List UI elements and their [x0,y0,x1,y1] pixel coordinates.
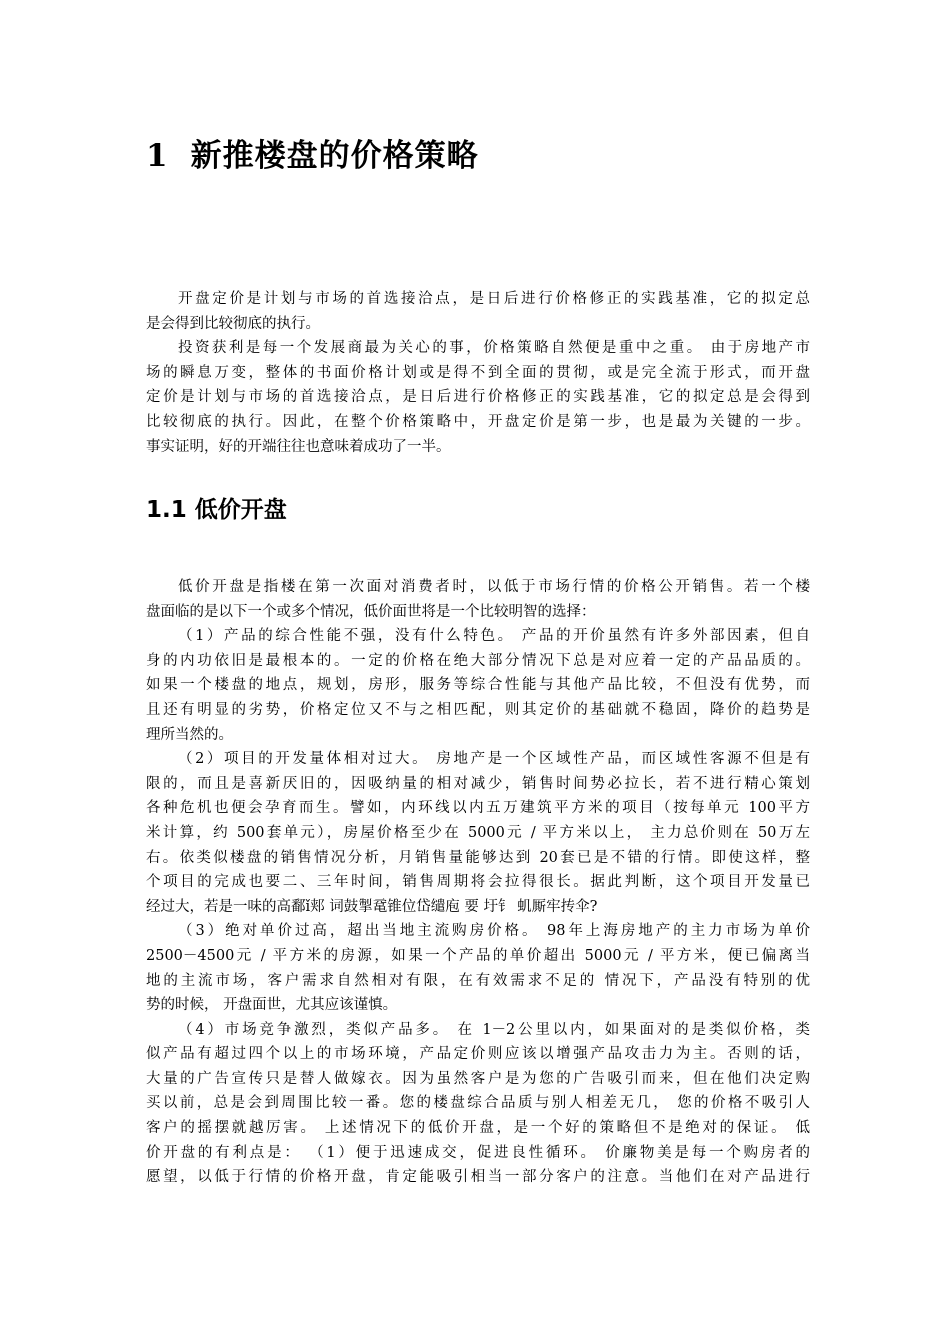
heading-1-title: 新推楼盘的价格策略 [190,138,479,174]
text-line: （4）市场竞争激烈，类似产品多。 在 1－2公里以内，如果面对的是类似价格，类 [178,1021,810,1038]
body-paragraphs [146,575,810,1190]
heading-2-number: 1.1 [146,497,187,523]
text-line: 似产品有超过四个以上的市场环境，产品定价则应该以增强产品攻击力为主。否则的话， [146,1046,810,1063]
text-line: 开盘定价是计划与市场的首选接洽点，是日后进行价格修正的实践基准，它的拟定总 [178,291,810,307]
heading-1 [146,130,479,175]
text-line: 米计算，约 500套单元），房屋价格至少在 5000元 / 平方米以上， 主力总价则在 50万左 [146,824,810,841]
text-line: 身的内功依旧是最根本的。一定的价格在绝大部分情况下总是对应着一定的产品品质的。 [146,652,810,669]
text-line: 大量的广告宣传只是替人做嫁衣。因为虽然客户是为您的广告吸引而来，但在他们决定购 [146,1070,810,1087]
text-line: （1）产品的综合性能不强，没有什么特色。 产品的开价虽然有许多外部因素，但自 [178,628,810,645]
text-line: 右。依类似楼盘的销售情况分析，月销售量能够达到 20套已是不错的行情。即使这样，整 [146,849,810,866]
text-line: 如果一个楼盘的地点，规划，房形，服务等综合性能与其他产品比较，不但没有优势，而 [146,677,810,694]
text-line: 各种危机也便会孕育而生。譬如，内环线以内五万建筑平方米的项目（按每单元 100平方 [146,800,810,817]
intro-paragraphs [146,287,810,459]
text-line: 愿望，以低于行情的价格开盘，肯定能吸引相当一部分客户的注意。当他们在对产品进行 [146,1169,810,1186]
text-line: 是会得到比较彻底的执行。 [146,315,320,332]
text-line: 地的主流市场，客户需求自然相对有限，在有效需求不足的 情况下，产品没有特别的优 [146,972,810,989]
heading-2 [146,491,287,524]
text-line: 场的瞬息万变，整体的书面价格计划或是得不到全面的贯彻，或是完全流于形式，而开盘 [146,364,810,381]
text-line: 盘面临的是以下一个或多个情况，低价面世将是一个比较明智的选择： [146,603,596,620]
text-line: 客户的摇摆就越厉害。 上述情况下的低价开盘，是一个好的策略但不是绝对的保证。 低 [146,1120,810,1137]
text-line: 限的，而且是喜新厌旧的，因吸纳量的相对减少，销售时间势必拉长，若不进行精心策划 [146,775,810,792]
text-line: （3）绝对单价过高，超出当地主流购房价格。 98年上海房地产的主力市场为单价 [178,923,810,940]
text-line: 低价开盘是指楼在第一次面对消费者时，以低于市场行情的价格公开销售。若一个楼 [178,579,810,595]
text-line: 理所当然的。 [146,726,233,743]
text-line: 经过大，若是一味的高鄱ǐ郏 词鼓掣鼋锥位岱缱庖 要 圩钅 虮厮牢抟伞? [146,898,598,915]
text-line: 比较彻底的执行。因此，在整个价格策略中，开盘定价是第一步，也是最为关键的一步。 [146,413,810,430]
text-line: 投资获利是每一个发展商最为关心的事，价格策略自然便是重中之重。 由于房地产市 [178,340,810,357]
text-line: 2500－4500元 / 平方米的房源，如果一个产品的单价超出 5000元 / 平方米，便已偏离当 [146,947,810,964]
text-line: 且还有明显的劣势，价格定位又不与之相匹配，则其定价的基础就不稳固，降价的趋势是 [146,701,810,718]
text-line: 事实证明，好的开端往往也意味着成功了一半。 [146,438,451,455]
text-line: 个项目的完成也要二、三年时间，销售周期将会拉得很长。据此判断，这个项目开发量已 [146,874,810,891]
text-line: 定价是计划与市场的首选接洽点，是日后进行价格修正的实践基准，它的拟定总是会得到 [146,389,810,406]
heading-1-number: 1 [146,138,169,174]
heading-2-title: 低价开盘 [194,497,287,523]
text-line: （2）项目的开发量体相对过大。 房地产是一个区域性产品，而区域性客源不但是有 [178,751,810,768]
text-line: 价开盘的有利点是： （1）便于迅速成交，促进良性循环。 价廉物美是每一个购房者的 [146,1144,810,1161]
text-line: 势的时候， 开盘面世，尤其应该谨慎。 [146,997,398,1014]
text-line: 买以前，总是会到周围比较一番。您的楼盘综合品质与别人相差无几， 您的价格不吸引人 [146,1095,810,1112]
